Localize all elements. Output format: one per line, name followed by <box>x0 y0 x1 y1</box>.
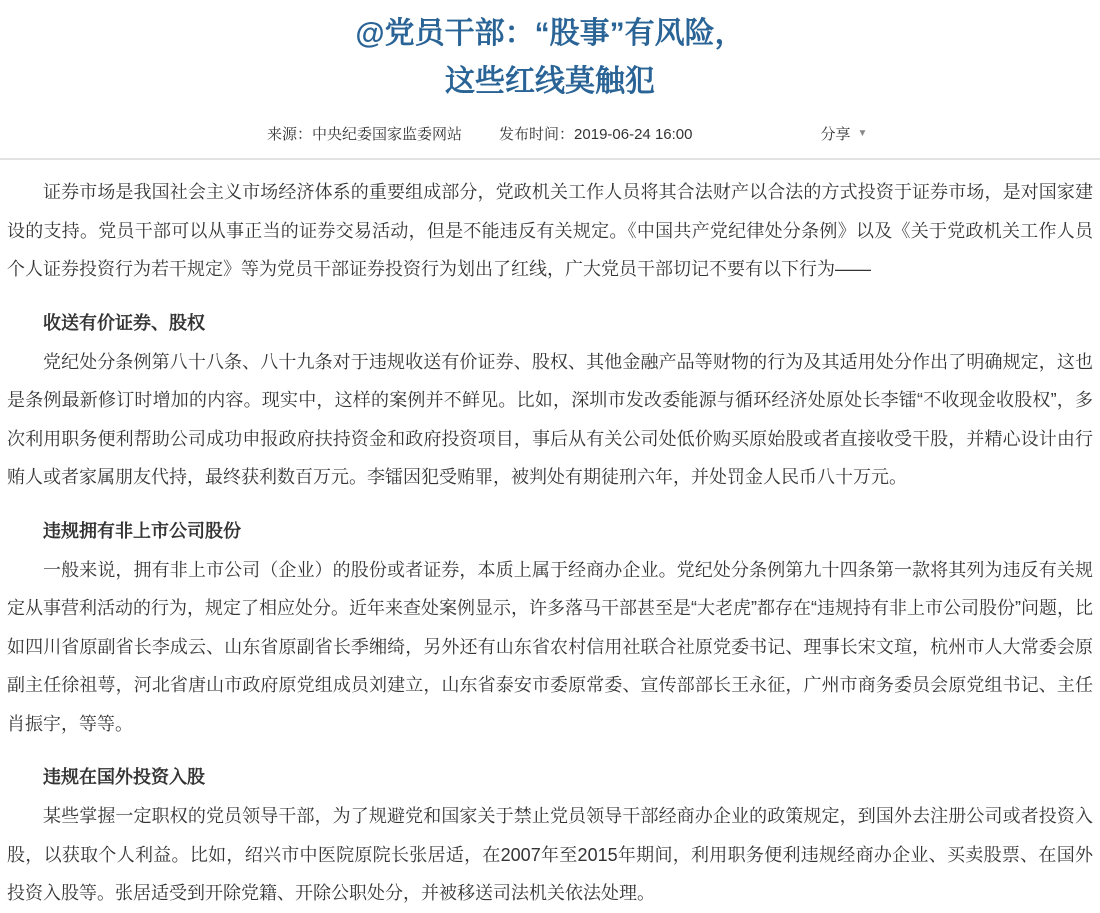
section-heading-1: 收送有价证券、股权 <box>43 312 205 333</box>
page-title-line2: 这些红线莫触犯 <box>445 65 655 98</box>
source-label: 来源： <box>267 126 313 143</box>
article-body <box>0 160 1100 913</box>
caret-down-icon: ▼ <box>857 127 868 139</box>
section-paragraph-2: 一般来说，拥有非上市公司（企业）的股份或者证券，本质上属于经商办企业。党纪处分条例第九十四条第一款将其列为违反有关规定从事营利活动的行为，规定了相应处分。近年来查处案例显示，许多落马干部甚至是“大老虎”都存在“违规持有非上市公司股份”问题，比如四川省原副省长李成云、山东省原副省长季缃绮，另外还有山东省农村信用社联合社原党委书记、理事长宋文瑄，杭州市人大常委会原副主任徐祖萼，河北省唐山市政府原党组成员刘建立，山东省泰安市委原常委、宣传部部长王永征，广州市商务委员会原党组书记、主任肖振宇，等等。 <box>7 559 1093 734</box>
source-value: 中央纪委国家监委网站 <box>312 126 463 143</box>
page-title-line1: @党员干部：“股事”有风险， <box>355 17 745 50</box>
section-paragraph-1: 党纪处分条例第八十八条、八十九条对于违规收送有价证券、股权、其他金融产品等财物的行为及其适用处分作出了明确规定，这也是条例最新修订时增加的内容。现实中，这样的案例并不鲜见。比如，深圳市发改委能源与循环经济处原处长李镭“不收现金收股权”，多次利用职务便利帮助公司成功申报政府扶持资金和政府投资项目，事后从有关公司处低价购买原始股或者直接收受干股，并精心设计由行贿人或者家属朋友代持，最终获利数百万元。李镭因犯受贿罪，被判处有期徒刑六年，并处罚金人民币八十万元。 <box>7 351 1093 487</box>
share-dropdown[interactable] <box>820 123 867 144</box>
intro-paragraph: 证券市场是我国社会主义市场经济体系的重要组成部分，党政机关工作人员将其合法财产以合法的方式投资于证券市场，是对国家建设的支持。党员干部可以从事正当的证券交易活动，但是不能违反有关规定。《中国共产党纪律处分条例》以及《关于党政机关工作人员个人证券投资行为若干规定》等为党员干部证券投资行为划出了红线，广大党员干部切记不要有以下行为—— <box>7 182 1093 279</box>
source-field <box>267 123 462 144</box>
section-heading-2: 违规拥有非上市公司股份 <box>43 520 241 541</box>
page-title <box>0 0 1100 106</box>
article-meta-row <box>0 123 1100 144</box>
section-heading-3: 违规在国外投资入股 <box>43 767 205 787</box>
share-label: 分享 <box>820 126 851 143</box>
publish-time-field <box>499 123 692 144</box>
publish-time-label: 发布时间： <box>499 126 575 143</box>
publish-time-value: 2019-06-24 16:00 <box>574 126 693 143</box>
section-paragraph-3: 某些掌握一定职权的党员领导干部，为了规避党和国家关于禁止党员领导干部经商办企业的政策规定，到国外去注册公司或者投资入股，以获取个人利益。比如，绍兴市中医院原院长张居适，在2007年至2015年期间，利用职务便利违规经商办企业、买卖股票、在国外投资入股等。张居适受到开除党籍、开除公职处分，并被移送司法机关依法处理。 <box>7 806 1093 903</box>
